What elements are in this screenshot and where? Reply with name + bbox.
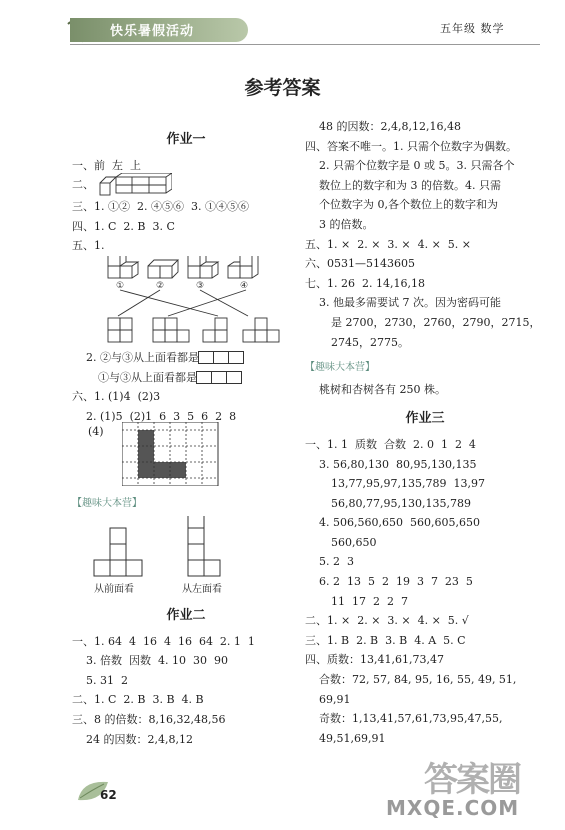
answer-line: 69,91	[319, 692, 351, 706]
answer-line: 5. 2 3	[319, 555, 354, 569]
answer-line-grid	[72, 426, 300, 488]
grid-square	[196, 371, 212, 384]
grid-square	[228, 351, 244, 364]
grid-square	[213, 351, 229, 364]
answer-text: (4)	[88, 425, 104, 439]
answer-line: 4. 506,560,650 560,605,650	[319, 516, 480, 530]
answer-line: 五、1. × 2. × 3. × 4. × 5. ×	[305, 237, 472, 251]
three-view-figure	[72, 516, 300, 596]
answer-line: 49,51,69,91	[319, 731, 386, 745]
answer-line: 2745，2775。	[331, 335, 409, 349]
header-divider	[70, 44, 540, 45]
answer-line-label: 二、	[72, 178, 94, 192]
cube-matching-figure	[98, 256, 326, 348]
answer-line: 四、1. C 2. B 3. C	[72, 219, 175, 233]
answer-line: 6. 2 13 5 2 19 3 7 23 5	[319, 575, 473, 589]
cube-label-2: ②	[156, 280, 165, 291]
answer-text: 2. ②与③从上面看都是	[86, 350, 199, 364]
answer-line: 六、1. (1)4 (2)3	[72, 390, 161, 404]
answer-line: 个位数字为 0,各个数位上的数字和为	[319, 198, 498, 212]
section-title-1: 作业一	[166, 132, 206, 147]
answer-line: 2. 只需个位数字是 0 或 5。3. 只需各个	[319, 159, 515, 173]
grid-square	[198, 351, 214, 364]
answer-line: 二、1. × 2. × 3. × 4. × 5. √	[305, 614, 469, 628]
answer-line: 5. 31 2	[86, 673, 128, 687]
answer-line: 是 2700，2730，2760，2790，2715，	[331, 315, 541, 329]
grid-square	[226, 371, 242, 384]
answer-line: 48 的因数：2,4,8,12,16,48	[319, 120, 461, 133]
answer-line: 合数：72, 57, 84, 95, 16, 55, 49, 51,	[319, 673, 517, 687]
left-column	[72, 128, 300, 749]
answer-line: 56,80,77,95,130,135,789	[331, 496, 471, 510]
answer-line-cubes	[72, 175, 300, 197]
answer-line: 2. (1)5 (2)1 6 3 5 6 2 8	[86, 409, 237, 423]
cube-label-1: ①	[116, 280, 125, 291]
answer-line: 3 的倍数。	[319, 217, 374, 231]
fun-camp-title: 【趣味大本营】	[305, 362, 375, 374]
answer-line: 三、1. B 2. B 3. B 4. A 5. C	[305, 633, 466, 647]
page-title: 参考答案	[244, 77, 321, 99]
right-column	[305, 117, 545, 748]
answer-line	[72, 348, 300, 368]
cube-label-3: ③	[196, 280, 205, 291]
answer-line: 3. 倍数 因数 4. 10 30 90	[86, 654, 228, 668]
answer-line: 560,650	[331, 535, 377, 549]
answer-line: 四、答案不唯一。1. 只需个位数字为偶数。	[305, 139, 517, 153]
watermark-url: MXQE.COM	[386, 796, 520, 820]
cube-label-4: ④	[240, 280, 249, 291]
section-title-3: 作业三	[405, 411, 445, 427]
answer-line: 一、前 左 上	[72, 158, 141, 172]
banner-title: 快乐暑假活动	[110, 24, 195, 39]
answer-line: 二、1. C 2. B 3. B 4. B	[72, 693, 204, 707]
view-label-front: 从前面看	[94, 583, 134, 595]
dotted-grid-figure	[122, 422, 222, 486]
answer-line: 七、1. 26 2. 14,16,18	[305, 276, 425, 290]
answer-line: 3. 他最多需要试 7 次。因为密码可能	[319, 296, 501, 310]
answer-line: 一、1. 1 质数 合数 2. 0 1 2 4	[305, 437, 476, 451]
answer-line: 13,77,95,97,135,789 13,97	[331, 477, 485, 491]
answer-line: 六、0531—5143605	[305, 257, 415, 271]
page-number: 62	[100, 788, 117, 802]
answer-line: 奇数：1,13,41,57,61,73,95,47,55,	[319, 712, 503, 726]
fun-camp-title: 【趣味大本营】	[72, 498, 142, 510]
answer-line: 3. 56,80,130 80,95,130,135	[319, 457, 477, 471]
grid-square	[211, 371, 227, 384]
answer-text: ①与③从上面看都是	[98, 370, 197, 384]
answer-line: 一、1. 64 4 16 4 16 64 2. 1 1	[72, 634, 255, 648]
answer-line: 三、8 的倍数：8,16,32,48,56	[72, 712, 226, 726]
answer-line: 五、1.	[72, 239, 105, 253]
answer-line: 数位上的数字和为 3 的倍数。4. 只需	[319, 178, 501, 192]
watermark-logo: 答案圈	[424, 760, 520, 800]
answer-line	[72, 368, 300, 388]
view-label-left: 从左面看	[182, 583, 222, 595]
answer-line: 四、质数：13,41,61,73,47	[305, 653, 444, 667]
grade-subject: 五年级 数学	[440, 22, 505, 35]
cube-stack-figure	[98, 173, 172, 197]
answer-line: 24 的因数：2,4,8,12	[86, 732, 193, 746]
header-banner	[70, 14, 250, 44]
answer-line: 11 17 2 2 7	[331, 594, 408, 608]
answer-line: 桃树和杏树各有 250 株。	[319, 382, 446, 396]
section-title-2: 作业二	[166, 607, 206, 623]
answer-line: 三、1. ①② 2. ④⑤⑥ 3. ①④⑤⑥	[72, 200, 249, 214]
